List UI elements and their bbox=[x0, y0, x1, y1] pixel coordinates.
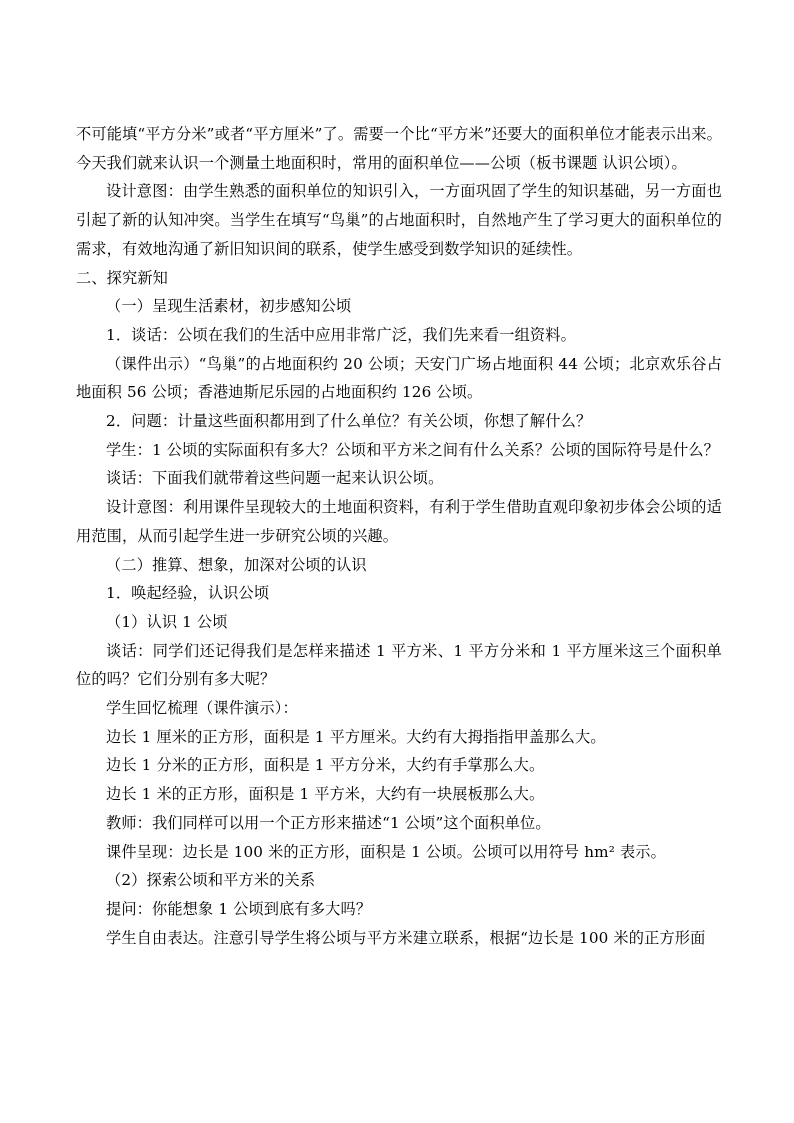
paragraph-intro-continuation: 不可能填“平方分米”或者“平方厘米”了。需要一个比“平方米”还要大的面积单位才能表示出来。今天我们就来认识一个测量土地面积时，常用的面积单位——公顷（板书课题 认识公顷）。 bbox=[76, 125, 722, 172]
subsection-heading-1: （一）呈现生活素材，初步感知公顷 bbox=[106, 297, 352, 316]
paragraph-design-intent-2: 设计意图：利用课件呈现较大的土地面积资料，有利于学生借助直观印象初步体会公顷的适用范围，从而引起学生进一步研究公顷的兴趣。 bbox=[76, 498, 722, 545]
document-body bbox=[76, 120, 722, 952]
paragraph-square-centimeter: 边长 1 厘米的正方形，面积是 1 平方厘米。大约有大拇指指甲盖那么大。 bbox=[106, 727, 606, 746]
paragraph-question: 2．问题：计量这些面积都用到了什么单位？有关公顷，你想了解什么？ bbox=[106, 412, 592, 431]
paragraph-student-review: 学生回忆梳理（课件演示）： bbox=[106, 699, 298, 718]
paragraph-talk-1: 1．谈话：公顷在我们的生活中应用非常广泛，我们先来看一组资料。 bbox=[106, 325, 576, 344]
paragraph-talk-3: 谈话：同学们还记得我们是怎样来描述 1 平方米、1 平方分米和 1 平方厘米这三个面积单位的吗？它们分别有多大呢？ bbox=[76, 641, 722, 689]
paragraph-design-intent-1: 设计意图：由学生熟悉的面积单位的知识引入，一方面巩固了学生的知识基础，另一方面也引起了新的认知冲突。当学生在填写“鸟巢”的占地面积时，自然地产生了学习更大的面积单位的需求，有效地沟通了新旧知识间的联系，使学生感受到数学知识的延续性。 bbox=[76, 182, 722, 258]
paragraph-student-questions: 学生：1 公顷的实际面积有多大？公顷和平方米之间有什么关系？公顷的国际符号是什么？ bbox=[106, 440, 719, 459]
section-heading-explore: 二、探究新知 bbox=[76, 268, 169, 287]
paragraph-talk-2: 谈话：下面我们就带着这些问题一起来认识公顷。 bbox=[106, 469, 444, 488]
paragraph-teacher: 教师：我们同样可以用一个正方形来描述“1 公顷”这个面积单位。 bbox=[106, 813, 551, 832]
paragraph-square-meter: 边长 1 米的正方形，面积是 1 平方米，大约有一块展板那么大。 bbox=[106, 785, 545, 804]
paragraph-free-expression: 学生自由表达。注意引导学生将公顷与平方米建立联系，根据“边长是 100 米的正方形面 bbox=[106, 928, 706, 947]
paragraph-item-1-1: （1）认识 1 公顷 bbox=[106, 612, 228, 631]
paragraph-item-1-2: （2）探索公顷和平方米的关系 bbox=[106, 871, 316, 890]
paragraph-ask: 提问：你能想象 1 公顷到底有多大吗？ bbox=[106, 899, 372, 918]
paragraph-square-decimeter: 边长 1 分米的正方形，面积是 1 平方分米，大约有手掌那么大。 bbox=[106, 756, 545, 775]
paragraph-courseware-data: （课件出示）“鸟巢”的占地面积约 20 公顷；天安门广场占地面积 44 公顷；北京欢乐谷占地面积 56 公顷；香港迪斯尼乐园的占地面积约 126 公顷。 bbox=[76, 354, 722, 402]
paragraph-item-1: 1．唤起经验，认识公顷 bbox=[106, 584, 270, 603]
subsection-heading-2: （二）推算、想象，加深对公顷的认识 bbox=[106, 555, 367, 574]
paragraph-courseware-hectare: 课件呈现：边长是 100 米的正方形，面积是 1 公顷。公顷可以用符号 hm² 表示。 bbox=[106, 842, 666, 861]
